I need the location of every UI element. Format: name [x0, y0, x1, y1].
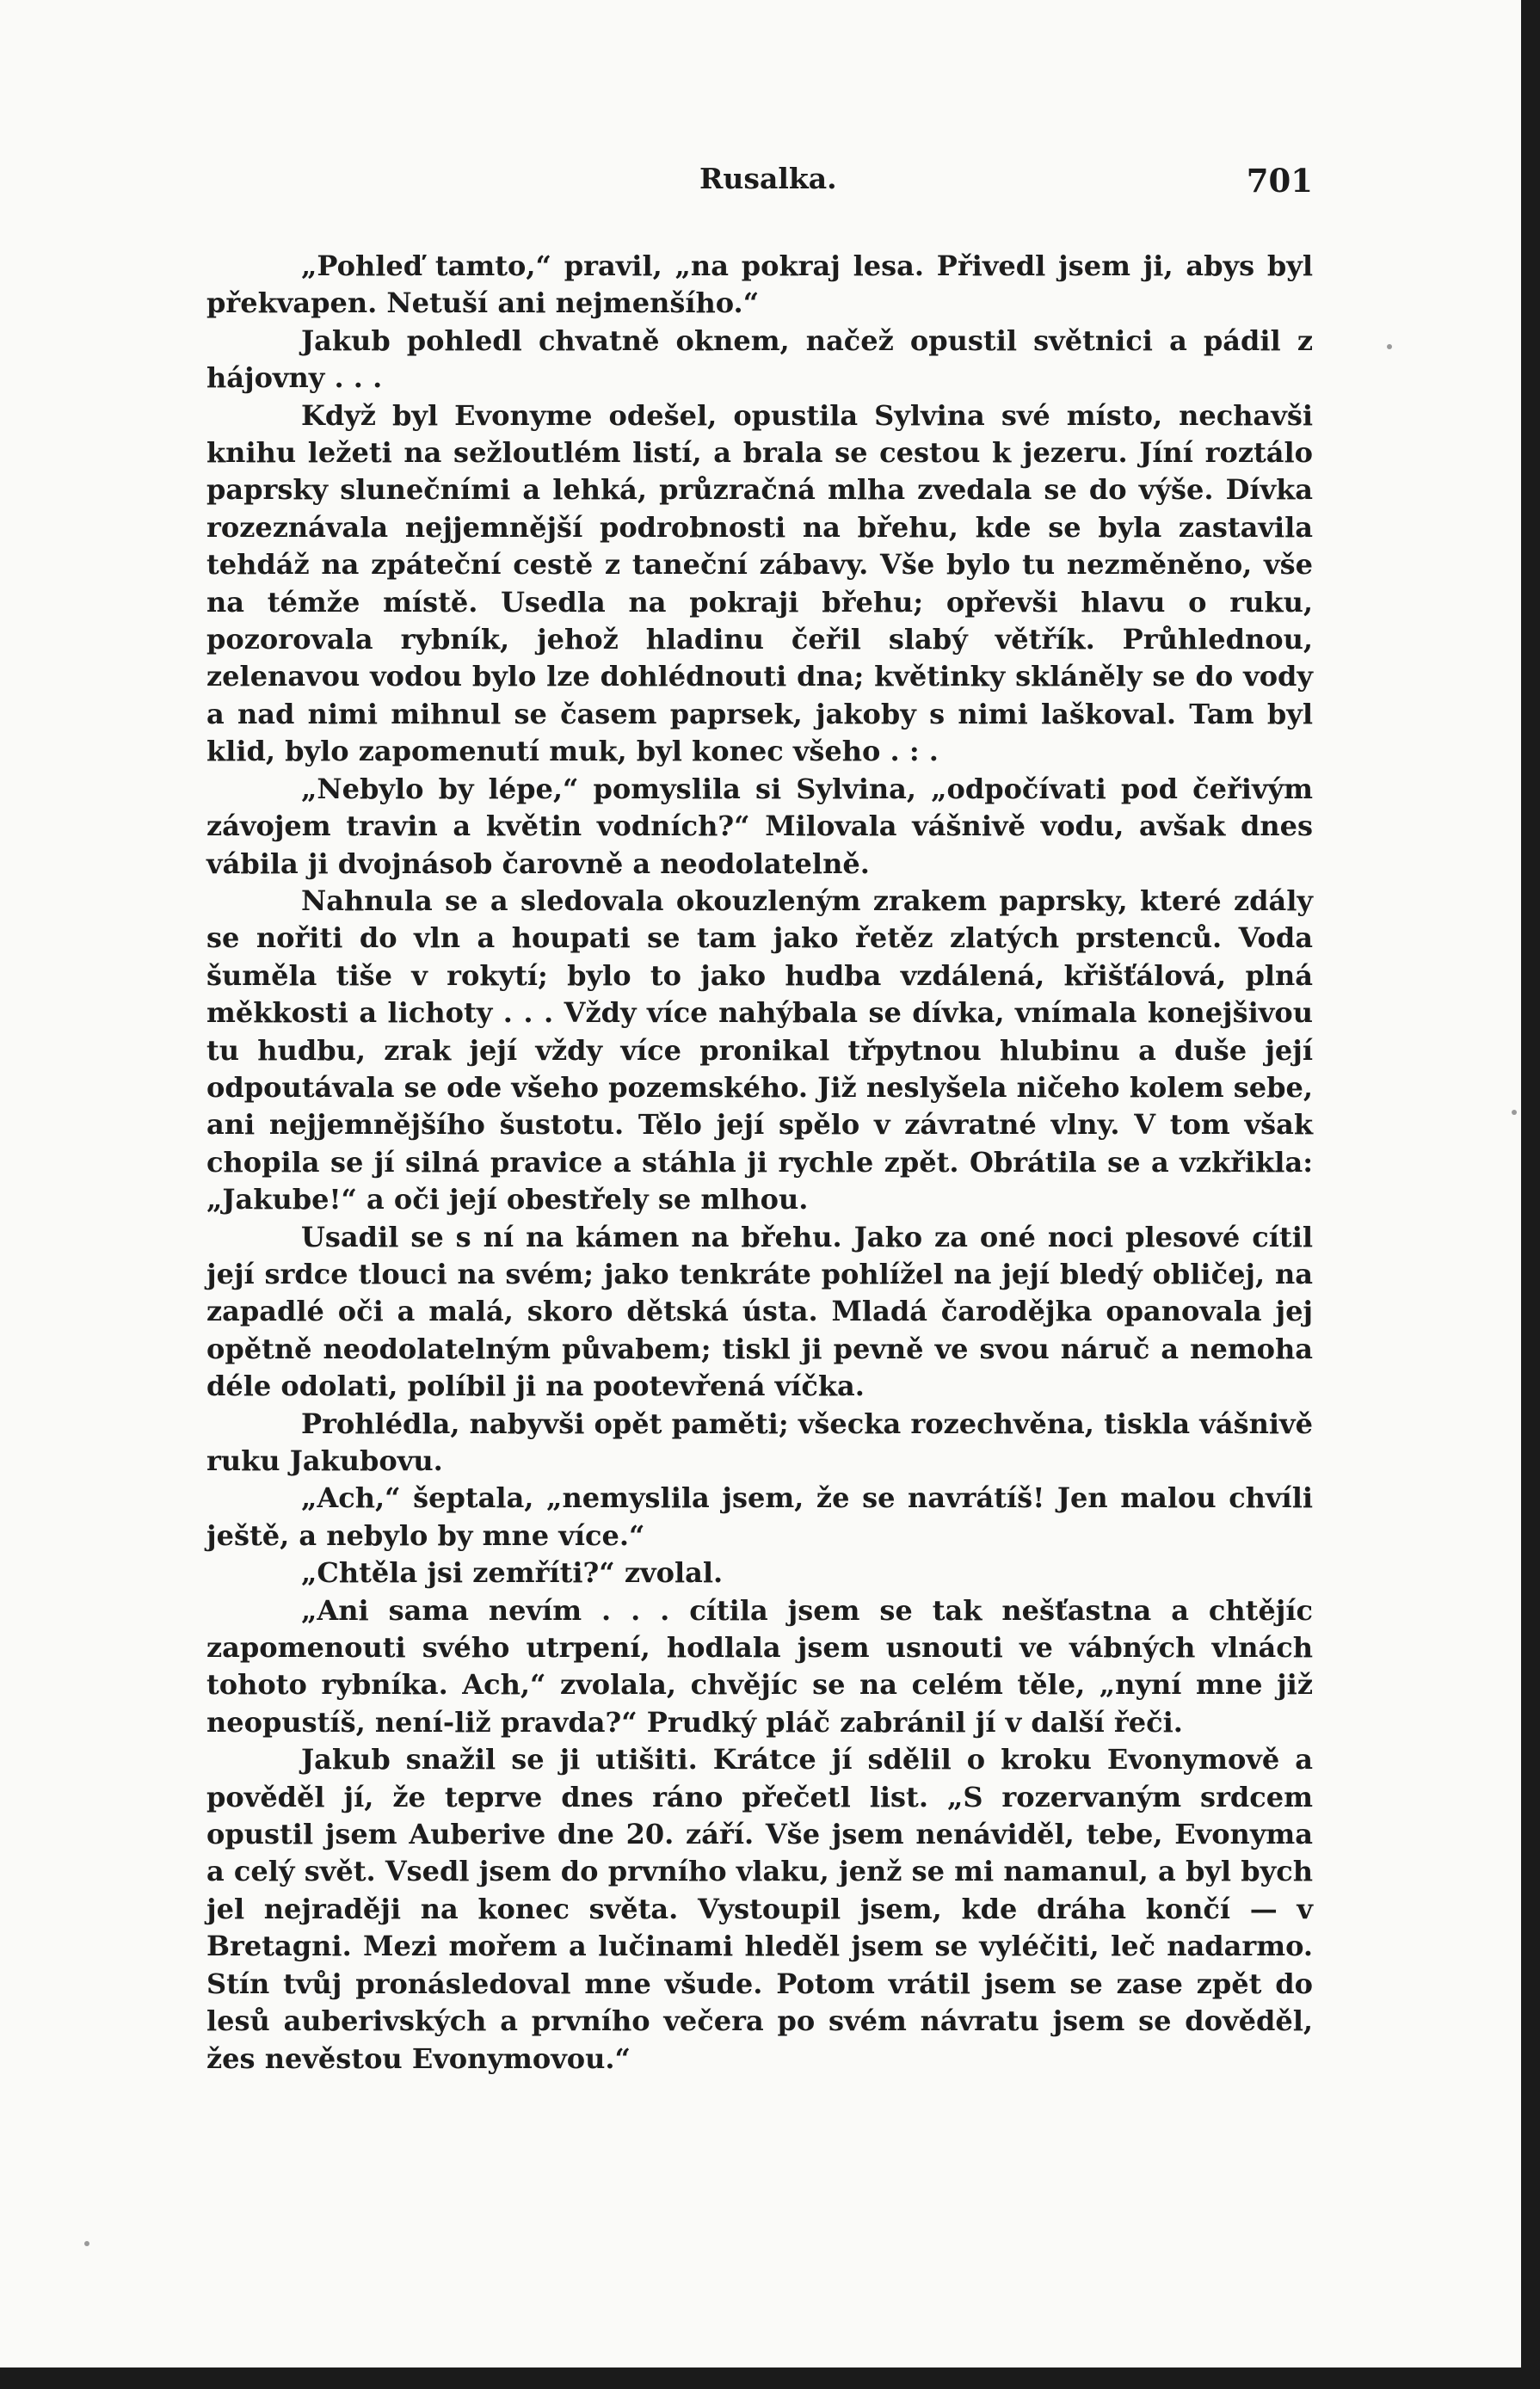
paragraph: Nahnula se a sledovala okouzleným zrakem paprsky, které zdály se nořiti do vln a houpati se tam jako řetěz zlatých prstenců. Voda šuměla tiše v rokytí; bylo to jako hudba vzdálená, křišťálová, plná měkkosti a lichoty . . . Vždy více nahýbala se dívka, vnímala konejšivou tu hudbu, zrak její vždy více pronikal třpytnou hlubinu a duše její odpoutávala se ode všeho pozemského. Již neslyšela ničeho kolem sebe, ani nejjemnějšího šustotu. Tělo její spělo v závratné vlny. V tom však chopila se jí silná pravice a stáhla ji rychle zpět. Obrátila se a vzkřikla: „Jakube!“ a oči její obestřely se mlhou. [206, 884, 1313, 1216]
paper-speck [1387, 344, 1392, 349]
paragraph: „Ani sama nevím . . . cítila jsem se tak nešťastna a chtějíc zapomenouti svého utrpení, hodlala jsem usnouti ve vábných vlnách tohoto rybníka. Ach,“ zvolala, chvějíc se na celém těle, „nyní mne již neopustíš, není-liž pravda?“ Prudký pláč zabránil jí v další řeči. [206, 1593, 1313, 1739]
paper-speck [1512, 1110, 1517, 1115]
scan-edge-right [1521, 0, 1540, 2389]
body-text [206, 248, 1313, 2078]
paragraph: Jakub pohledl chvatně oknem, načež opustil světnici a pádil z hájovny . . . [206, 323, 1313, 395]
running-title: Rusalka. [699, 162, 837, 195]
paragraph: Usadil se s ní na kámen na břehu. Jako za oné noci plesové cítil její srdce tlouci na svém; jako tenkráte pohlížel na její bledý obličej, na zapadlé oči a malá, skoro dětská ústa. Mladá čarodějka opanovala jej opětně neodolatelným půvabem; tiskl ji pevně ve svou náruč a nemoha déle odolati, políbil ji na pootevřená víčka. [206, 1220, 1313, 1403]
page-number: 701 [1246, 162, 1313, 200]
paper-speck [84, 2241, 89, 2246]
paragraph: Jakub snažil se ji utišiti. Krátce jí sdělil o kroku Evonymově a pověděl jí, že teprve dnes ráno přečetl list. „S rozervaným srdcem opustil jsem Auberive dne 20. září. Vše jsem nenáviděl, tebe, Evonyma a celý svět. Vsedl jsem do prvního vlaku, jenž se mi namanul, a byl bych jel nejraději na konec světa. Vystoupil jsem, kde dráha končí — v Bretagni. Mezi mořem a lučinami hleděl jsem se vyléčiti, leč nadarmo. Stín tvůj pronásledoval mne všude. Potom vrátil jsem se zase zpět do lesů auberivských a prvního večera po svém návratu jsem se dověděl, žes nevěstou Evonymovou.“ [206, 1743, 1313, 2075]
scan-edge-bottom [0, 2367, 1540, 2389]
paragraph: „Nebylo by lépe,“ pomyslila si Sylvina, „odpočívati pod čeřivým závojem travin a květin vodních?“ Milovala vášnivě vodu, avšak dnes vábila ji dvojnásob čarovně a neodolatelně. [206, 772, 1313, 880]
paragraph: „Ach,“ šeptala, „nemyslila jsem, že se navrátíš! Jen malou chvíli ještě, a nebylo by mne více.“ [206, 1481, 1313, 1552]
paragraph: „Pohleď tamto,“ pravil, „na pokraj lesa. Přivedl jsem ji, abys byl překvapen. Netuší ani nejmenšího.“ [206, 249, 1313, 320]
paragraph: „Chtěla jsi zemříti?“ zvolal. [301, 1556, 724, 1590]
page-header [206, 162, 1313, 205]
paragraph: Prohlédla, nabyvši opět paměti; všecka rozechvěna, tiskla vášnivě ruku Jakubovu. [206, 1407, 1313, 1477]
paragraph: Když byl Evonyme odešel, opustila Sylvina své místo, nechavši knihu ležeti na sežloutlém listí, a brala se cestou k jezeru. Jíní roztálo paprsky slunečními a lehká, průzračná mlha zvedala se do výše. Dívka rozeznávala nejjemnější podrobnosti na břehu, kde se byla zastavila tehdáž na zpáteční cestě z taneční zábavy. Vše bylo tu nezměněno, vše na témže místě. Usedla na pokraji břehu; opřevši hlavu o ruku, pozorovala rybník, jehož hladinu čeřil slabý větřík. Průhlednou, zelenavou vodou bylo lze dohlédnouti dna; květinky skláněly se do vody a nad nimi mihnul se časem paprsek, jakoby s nimi laškoval. Tam byl klid, bylo zapomenutí muk, byl konec všeho . : . [206, 398, 1313, 768]
